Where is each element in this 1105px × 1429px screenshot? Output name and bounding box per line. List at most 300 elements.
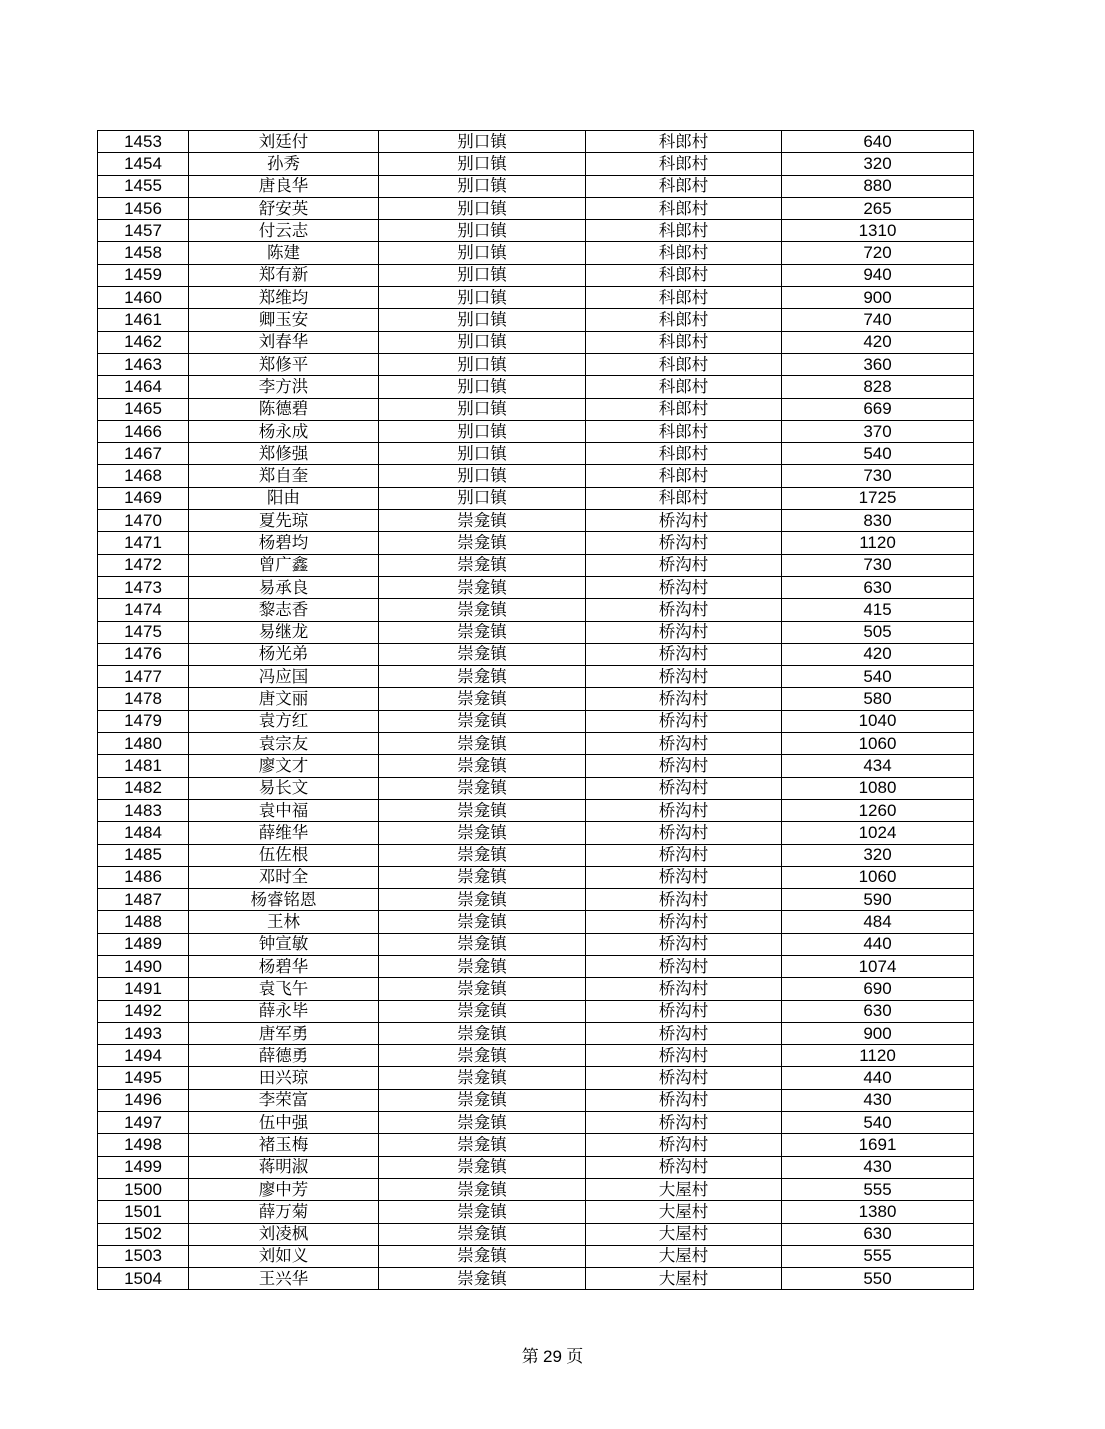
- amount-cell: 1060: [782, 733, 974, 755]
- village-cell: 科郎村: [586, 220, 782, 242]
- table-row: [98, 131, 974, 153]
- village-cell: 科郎村: [586, 197, 782, 219]
- amount-cell: 440: [782, 1067, 974, 1089]
- town-cell: 崇龛镇: [379, 1067, 586, 1089]
- table-row: [98, 1201, 974, 1223]
- serial-cell: 1459: [98, 264, 189, 286]
- name-cell: 袁宗友: [189, 733, 379, 755]
- town-cell: 崇龛镇: [379, 1134, 586, 1156]
- village-cell: 科郎村: [586, 175, 782, 197]
- name-cell: 伍中强: [189, 1112, 379, 1134]
- table-row: [98, 220, 974, 242]
- serial-cell: 1486: [98, 866, 189, 888]
- village-cell: 桥沟村: [586, 621, 782, 643]
- table-row: [98, 822, 974, 844]
- amount-cell: 690: [782, 978, 974, 1000]
- serial-cell: 1470: [98, 510, 189, 532]
- name-cell: 廖中芳: [189, 1178, 379, 1200]
- name-cell: 付云志: [189, 220, 379, 242]
- name-cell: 易长文: [189, 777, 379, 799]
- village-cell: 科郎村: [586, 331, 782, 353]
- serial-cell: 1485: [98, 844, 189, 866]
- village-cell: 科郎村: [586, 420, 782, 442]
- name-cell: 薛永毕: [189, 1000, 379, 1022]
- town-cell: 别口镇: [379, 264, 586, 286]
- amount-cell: 415: [782, 599, 974, 621]
- village-cell: 桥沟村: [586, 666, 782, 688]
- town-cell: 别口镇: [379, 398, 586, 420]
- village-cell: 大屋村: [586, 1223, 782, 1245]
- town-cell: 别口镇: [379, 353, 586, 375]
- town-cell: 崇龛镇: [379, 978, 586, 1000]
- serial-cell: 1478: [98, 688, 189, 710]
- amount-cell: 900: [782, 1022, 974, 1044]
- serial-cell: 1493: [98, 1022, 189, 1044]
- serial-cell: 1487: [98, 889, 189, 911]
- name-cell: 夏先琼: [189, 510, 379, 532]
- town-cell: 崇龛镇: [379, 777, 586, 799]
- amount-cell: 1120: [782, 532, 974, 554]
- name-cell: 袁飞午: [189, 978, 379, 1000]
- serial-cell: 1502: [98, 1223, 189, 1245]
- table-row: [98, 733, 974, 755]
- town-cell: 别口镇: [379, 331, 586, 353]
- table-row: [98, 1067, 974, 1089]
- village-cell: 科郎村: [586, 153, 782, 175]
- name-cell: 王林: [189, 911, 379, 933]
- amount-cell: 1691: [782, 1134, 974, 1156]
- amount-cell: 828: [782, 376, 974, 398]
- village-cell: 桥沟村: [586, 688, 782, 710]
- name-cell: 孙秀: [189, 153, 379, 175]
- amount-cell: 640: [782, 131, 974, 153]
- serial-cell: 1481: [98, 755, 189, 777]
- serial-cell: 1492: [98, 1000, 189, 1022]
- village-cell: 桥沟村: [586, 889, 782, 911]
- town-cell: 崇龛镇: [379, 1089, 586, 1111]
- village-cell: 桥沟村: [586, 510, 782, 532]
- amount-cell: 1060: [782, 866, 974, 888]
- table-row: [98, 1223, 974, 1245]
- village-cell: 科郎村: [586, 398, 782, 420]
- table-row: [98, 844, 974, 866]
- records-table: [97, 130, 974, 1290]
- town-cell: 崇龛镇: [379, 554, 586, 576]
- amount-cell: 1024: [782, 822, 974, 844]
- amount-cell: 540: [782, 443, 974, 465]
- serial-cell: 1490: [98, 955, 189, 977]
- amount-cell: 430: [782, 1156, 974, 1178]
- name-cell: 阳由: [189, 487, 379, 509]
- town-cell: 崇龛镇: [379, 911, 586, 933]
- village-cell: 桥沟村: [586, 822, 782, 844]
- table-row: [98, 175, 974, 197]
- village-cell: 桥沟村: [586, 844, 782, 866]
- town-cell: 别口镇: [379, 420, 586, 442]
- amount-cell: 1260: [782, 799, 974, 821]
- village-cell: 桥沟村: [586, 1134, 782, 1156]
- serial-cell: 1491: [98, 978, 189, 1000]
- town-cell: 崇龛镇: [379, 643, 586, 665]
- table-row: [98, 309, 974, 331]
- name-cell: 卿玉安: [189, 309, 379, 331]
- name-cell: 唐文丽: [189, 688, 379, 710]
- amount-cell: 740: [782, 309, 974, 331]
- name-cell: 郑修强: [189, 443, 379, 465]
- village-cell: 科郎村: [586, 287, 782, 309]
- table-row: [98, 889, 974, 911]
- village-cell: 大屋村: [586, 1268, 782, 1290]
- town-cell: 崇龛镇: [379, 889, 586, 911]
- amount-cell: 430: [782, 1089, 974, 1111]
- table-row: [98, 599, 974, 621]
- name-cell: 唐军勇: [189, 1022, 379, 1044]
- serial-cell: 1495: [98, 1067, 189, 1089]
- amount-cell: 720: [782, 242, 974, 264]
- name-cell: 袁方红: [189, 710, 379, 732]
- serial-cell: 1458: [98, 242, 189, 264]
- table-row: [98, 532, 974, 554]
- village-cell: 桥沟村: [586, 799, 782, 821]
- village-cell: 科郎村: [586, 376, 782, 398]
- village-cell: 桥沟村: [586, 955, 782, 977]
- table-row: [98, 1112, 974, 1134]
- name-cell: 王兴华: [189, 1268, 379, 1290]
- table-row: [98, 1268, 974, 1290]
- village-cell: 桥沟村: [586, 1089, 782, 1111]
- serial-cell: 1472: [98, 554, 189, 576]
- village-cell: 桥沟村: [586, 710, 782, 732]
- page-footer-prefix: 第: [521, 1347, 539, 1366]
- town-cell: 崇龛镇: [379, 710, 586, 732]
- name-cell: 伍佐根: [189, 844, 379, 866]
- name-cell: 杨睿铭恩: [189, 889, 379, 911]
- amount-cell: 420: [782, 643, 974, 665]
- village-cell: 桥沟村: [586, 1000, 782, 1022]
- serial-cell: 1467: [98, 443, 189, 465]
- amount-cell: 900: [782, 287, 974, 309]
- amount-cell: 484: [782, 911, 974, 933]
- amount-cell: 1725: [782, 487, 974, 509]
- serial-cell: 1469: [98, 487, 189, 509]
- village-cell: 桥沟村: [586, 1156, 782, 1178]
- amount-cell: 320: [782, 844, 974, 866]
- serial-cell: 1466: [98, 420, 189, 442]
- town-cell: 别口镇: [379, 287, 586, 309]
- serial-cell: 1496: [98, 1089, 189, 1111]
- serial-cell: 1462: [98, 331, 189, 353]
- serial-cell: 1473: [98, 576, 189, 598]
- table-row: [98, 799, 974, 821]
- table-row: [98, 710, 974, 732]
- village-cell: 科郎村: [586, 242, 782, 264]
- table-row: [98, 621, 974, 643]
- town-cell: 崇龛镇: [379, 1000, 586, 1022]
- town-cell: 崇龛镇: [379, 510, 586, 532]
- name-cell: 冯应国: [189, 666, 379, 688]
- amount-cell: 669: [782, 398, 974, 420]
- table-row: [98, 1089, 974, 1111]
- serial-cell: 1471: [98, 532, 189, 554]
- village-cell: 大屋村: [586, 1178, 782, 1200]
- village-cell: 桥沟村: [586, 755, 782, 777]
- town-cell: 崇龛镇: [379, 688, 586, 710]
- records-table-body: [98, 131, 974, 1290]
- amount-cell: 1120: [782, 1045, 974, 1067]
- table-row: [98, 153, 974, 175]
- amount-cell: 830: [782, 510, 974, 532]
- town-cell: 别口镇: [379, 487, 586, 509]
- village-cell: 桥沟村: [586, 1045, 782, 1067]
- village-cell: 科郎村: [586, 465, 782, 487]
- serial-cell: 1501: [98, 1201, 189, 1223]
- town-cell: 别口镇: [379, 131, 586, 153]
- village-cell: 桥沟村: [586, 1067, 782, 1089]
- village-cell: 桥沟村: [586, 1022, 782, 1044]
- town-cell: 别口镇: [379, 465, 586, 487]
- table-row: [98, 554, 974, 576]
- table-row: [98, 755, 974, 777]
- serial-cell: 1463: [98, 353, 189, 375]
- town-cell: 崇龛镇: [379, 532, 586, 554]
- serial-cell: 1484: [98, 822, 189, 844]
- table-row: [98, 643, 974, 665]
- name-cell: 刘凌枫: [189, 1223, 379, 1245]
- town-cell: 崇龛镇: [379, 1201, 586, 1223]
- table-row: [98, 242, 974, 264]
- table-row: [98, 487, 974, 509]
- town-cell: 别口镇: [379, 242, 586, 264]
- town-cell: 崇龛镇: [379, 799, 586, 821]
- town-cell: 崇龛镇: [379, 866, 586, 888]
- page-footer: [0, 1342, 1105, 1367]
- village-cell: 科郎村: [586, 264, 782, 286]
- table-row: [98, 331, 974, 353]
- name-cell: 杨光弟: [189, 643, 379, 665]
- name-cell: 蒋明淑: [189, 1156, 379, 1178]
- amount-cell: 320: [782, 153, 974, 175]
- amount-cell: 555: [782, 1245, 974, 1267]
- town-cell: 崇龛镇: [379, 1245, 586, 1267]
- village-cell: 桥沟村: [586, 599, 782, 621]
- town-cell: 崇龛镇: [379, 1178, 586, 1200]
- village-cell: 桥沟村: [586, 978, 782, 1000]
- amount-cell: 880: [782, 175, 974, 197]
- amount-cell: 540: [782, 1112, 974, 1134]
- serial-cell: 1465: [98, 398, 189, 420]
- town-cell: 崇龛镇: [379, 844, 586, 866]
- table-row: [98, 1178, 974, 1200]
- village-cell: 科郎村: [586, 443, 782, 465]
- amount-cell: 580: [782, 688, 974, 710]
- serial-cell: 1476: [98, 643, 189, 665]
- table-row: [98, 911, 974, 933]
- name-cell: 郑维均: [189, 287, 379, 309]
- serial-cell: 1504: [98, 1268, 189, 1290]
- serial-cell: 1498: [98, 1134, 189, 1156]
- table-row: [98, 688, 974, 710]
- table-row: [98, 777, 974, 799]
- name-cell: 廖文才: [189, 755, 379, 777]
- name-cell: 杨永成: [189, 420, 379, 442]
- village-cell: 大屋村: [586, 1245, 782, 1267]
- town-cell: 别口镇: [379, 220, 586, 242]
- name-cell: 陈德碧: [189, 398, 379, 420]
- name-cell: 薛德勇: [189, 1045, 379, 1067]
- table-row: [98, 197, 974, 219]
- table-row: [98, 866, 974, 888]
- amount-cell: 540: [782, 666, 974, 688]
- table-row: [98, 420, 974, 442]
- town-cell: 崇龛镇: [379, 666, 586, 688]
- town-cell: 崇龛镇: [379, 599, 586, 621]
- town-cell: 崇龛镇: [379, 733, 586, 755]
- village-cell: 桥沟村: [586, 733, 782, 755]
- serial-cell: 1474: [98, 599, 189, 621]
- amount-cell: 940: [782, 264, 974, 286]
- table-row: [98, 398, 974, 420]
- town-cell: 崇龛镇: [379, 1223, 586, 1245]
- table-row: [98, 353, 974, 375]
- name-cell: 薛万菊: [189, 1201, 379, 1223]
- table-row: [98, 287, 974, 309]
- serial-cell: 1482: [98, 777, 189, 799]
- name-cell: 李荣富: [189, 1089, 379, 1111]
- table-row: [98, 465, 974, 487]
- table-row: [98, 978, 974, 1000]
- name-cell: 田兴琼: [189, 1067, 379, 1089]
- table-row: [98, 1245, 974, 1267]
- village-cell: 桥沟村: [586, 866, 782, 888]
- name-cell: 刘春华: [189, 331, 379, 353]
- name-cell: 邓时全: [189, 866, 379, 888]
- amount-cell: 550: [782, 1268, 974, 1290]
- table-row: [98, 1022, 974, 1044]
- town-cell: 崇龛镇: [379, 822, 586, 844]
- name-cell: 薛维华: [189, 822, 379, 844]
- table-row: [98, 666, 974, 688]
- village-cell: 桥沟村: [586, 1112, 782, 1134]
- amount-cell: 1074: [782, 955, 974, 977]
- village-cell: 大屋村: [586, 1201, 782, 1223]
- table-row: [98, 1134, 974, 1156]
- serial-cell: 1503: [98, 1245, 189, 1267]
- amount-cell: 730: [782, 465, 974, 487]
- serial-cell: 1454: [98, 153, 189, 175]
- village-cell: 桥沟村: [586, 911, 782, 933]
- village-cell: 桥沟村: [586, 576, 782, 598]
- amount-cell: 265: [782, 197, 974, 219]
- serial-cell: 1453: [98, 131, 189, 153]
- serial-cell: 1480: [98, 733, 189, 755]
- name-cell: 袁中福: [189, 799, 379, 821]
- amount-cell: 1310: [782, 220, 974, 242]
- name-cell: 郑有新: [189, 264, 379, 286]
- serial-cell: 1461: [98, 309, 189, 331]
- name-cell: 曾广鑫: [189, 554, 379, 576]
- name-cell: 郑修平: [189, 353, 379, 375]
- name-cell: 杨碧华: [189, 955, 379, 977]
- amount-cell: 434: [782, 755, 974, 777]
- amount-cell: 1080: [782, 777, 974, 799]
- serial-cell: 1468: [98, 465, 189, 487]
- amount-cell: 360: [782, 353, 974, 375]
- amount-cell: 1380: [782, 1201, 974, 1223]
- town-cell: 崇龛镇: [379, 1268, 586, 1290]
- page-footer-suffix: 页: [566, 1347, 584, 1366]
- village-cell: 科郎村: [586, 487, 782, 509]
- serial-cell: 1455: [98, 175, 189, 197]
- town-cell: 别口镇: [379, 309, 586, 331]
- amount-cell: 420: [782, 331, 974, 353]
- town-cell: 崇龛镇: [379, 955, 586, 977]
- table-row: [98, 264, 974, 286]
- serial-cell: 1475: [98, 621, 189, 643]
- name-cell: 舒安英: [189, 197, 379, 219]
- table-row: [98, 576, 974, 598]
- serial-cell: 1488: [98, 911, 189, 933]
- amount-cell: 630: [782, 1000, 974, 1022]
- town-cell: 崇龛镇: [379, 621, 586, 643]
- serial-cell: 1494: [98, 1045, 189, 1067]
- name-cell: 李方洪: [189, 376, 379, 398]
- village-cell: 桥沟村: [586, 777, 782, 799]
- village-cell: 桥沟村: [586, 643, 782, 665]
- town-cell: 崇龛镇: [379, 576, 586, 598]
- village-cell: 桥沟村: [586, 532, 782, 554]
- village-cell: 科郎村: [586, 131, 782, 153]
- amount-cell: 590: [782, 889, 974, 911]
- serial-cell: 1464: [98, 376, 189, 398]
- amount-cell: 555: [782, 1178, 974, 1200]
- amount-cell: 505: [782, 621, 974, 643]
- table-row: [98, 955, 974, 977]
- table-row: [98, 933, 974, 955]
- name-cell: 易承良: [189, 576, 379, 598]
- serial-cell: 1479: [98, 710, 189, 732]
- table-row: [98, 1000, 974, 1022]
- amount-cell: 370: [782, 420, 974, 442]
- town-cell: 别口镇: [379, 175, 586, 197]
- serial-cell: 1489: [98, 933, 189, 955]
- table-row: [98, 376, 974, 398]
- serial-cell: 1497: [98, 1112, 189, 1134]
- serial-cell: 1500: [98, 1178, 189, 1200]
- amount-cell: 440: [782, 933, 974, 955]
- town-cell: 别口镇: [379, 153, 586, 175]
- town-cell: 别口镇: [379, 443, 586, 465]
- name-cell: 唐良华: [189, 175, 379, 197]
- page-number: 29: [543, 1347, 562, 1366]
- town-cell: 别口镇: [379, 376, 586, 398]
- serial-cell: 1499: [98, 1156, 189, 1178]
- amount-cell: 730: [782, 554, 974, 576]
- table-row: [98, 1156, 974, 1178]
- name-cell: 刘廷付: [189, 131, 379, 153]
- name-cell: 易继龙: [189, 621, 379, 643]
- name-cell: 陈建: [189, 242, 379, 264]
- village-cell: 科郎村: [586, 309, 782, 331]
- name-cell: 刘如义: [189, 1245, 379, 1267]
- village-cell: 桥沟村: [586, 554, 782, 576]
- serial-cell: 1483: [98, 799, 189, 821]
- name-cell: 杨碧均: [189, 532, 379, 554]
- town-cell: 崇龛镇: [379, 933, 586, 955]
- name-cell: 褚玉梅: [189, 1134, 379, 1156]
- town-cell: 崇龛镇: [379, 1112, 586, 1134]
- name-cell: 郑自奎: [189, 465, 379, 487]
- serial-cell: 1457: [98, 220, 189, 242]
